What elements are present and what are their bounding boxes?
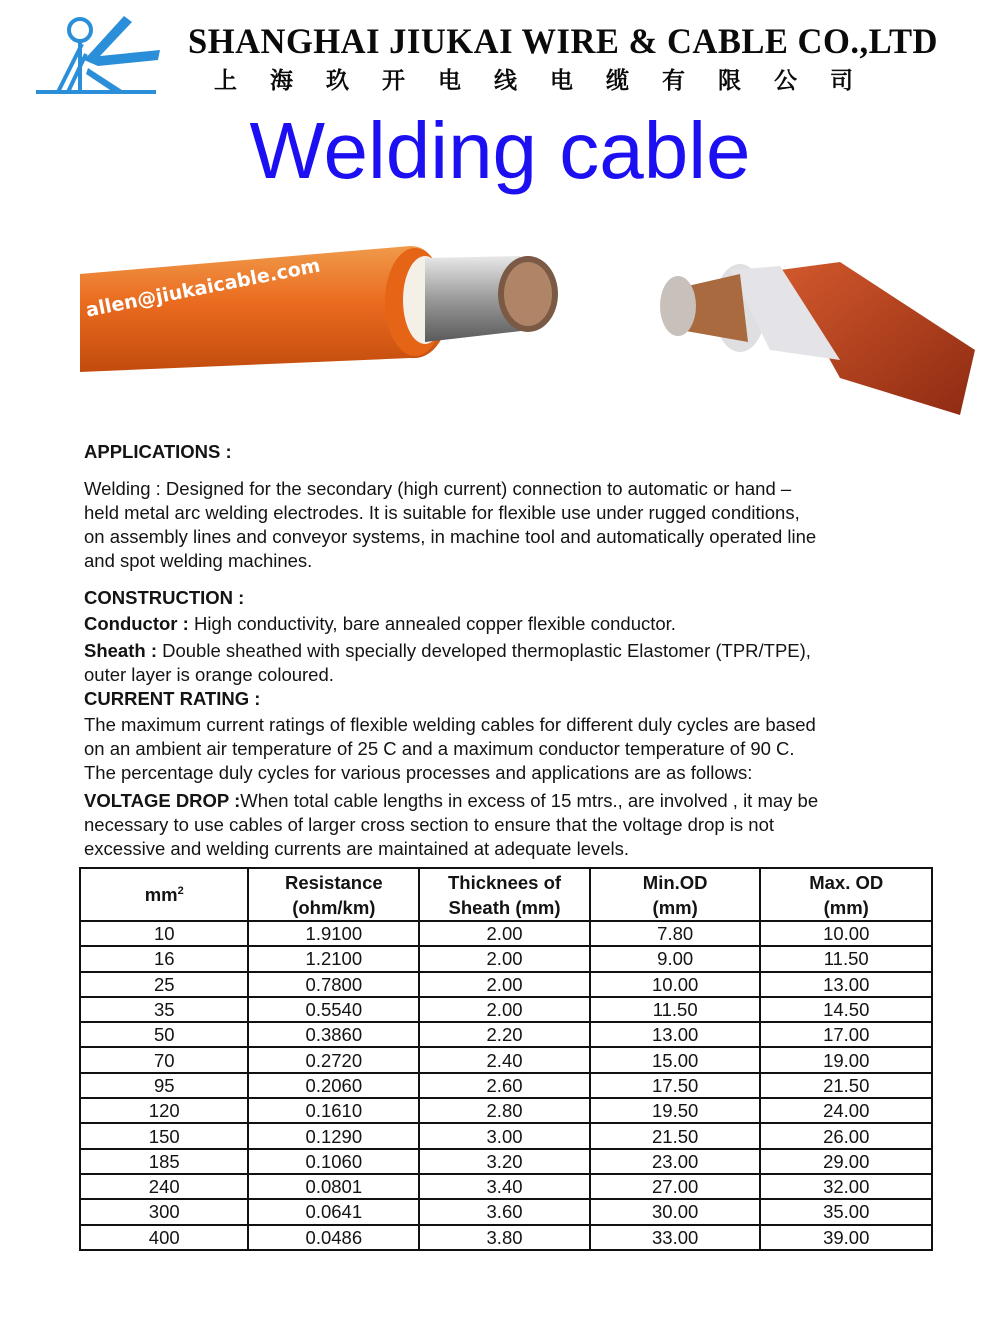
table-cell: 23.00	[590, 1149, 761, 1174]
table-cell: 120	[80, 1098, 248, 1123]
table-row	[80, 921, 932, 946]
table-cell: 0.1610	[248, 1098, 419, 1123]
table-cell: 0.0486	[248, 1225, 419, 1250]
construction-heading: CONSTRUCTION :	[84, 587, 245, 608]
table-cell: 3.60	[419, 1199, 590, 1224]
conductor-text: High conductivity, bare annealed copper flexible conductor.	[188, 613, 676, 634]
table-cell: 0.2720	[248, 1047, 419, 1072]
table-cell: 70	[80, 1047, 248, 1072]
table-cell: 24.00	[760, 1098, 932, 1123]
current-rating-line: The percentage duly cycles for various processes and applications are as follows:	[84, 762, 753, 783]
contact-email: allen@jiukaicable.com	[84, 254, 323, 322]
table-cell: 19.50	[590, 1098, 761, 1123]
table-cell: 21.50	[590, 1123, 761, 1148]
table-cell: 400	[80, 1225, 248, 1250]
current-rating-line: The maximum current ratings of flexible welding cables for different duly cycles are based	[84, 714, 816, 735]
table-cell: 0.0641	[248, 1199, 419, 1224]
construction-section	[84, 586, 944, 861]
voltage-drop-line-3: excessive and welding currents are maintained at adequate levels.	[84, 838, 630, 859]
applications-heading: APPLICATIONS :	[84, 441, 232, 462]
table-cell: 3.20	[419, 1149, 590, 1174]
sheath-text: Double sheathed with specially developed thermoplastic Elastomer (TPR/TPE),	[156, 640, 811, 661]
table-cell: 3.00	[419, 1123, 590, 1148]
table-cell: 35.00	[760, 1199, 932, 1224]
current-rating-line: on an ambient air temperature of 25 C and a maximum conductor temperature of 90 C.	[84, 738, 795, 759]
table-cell: 25	[80, 972, 248, 997]
applications-line: held metal arc welding electrodes. It is suitable for flexible use under rugged conditions,	[84, 502, 800, 523]
table-row	[80, 1073, 932, 1098]
spec-table	[79, 867, 933, 1251]
table-cell: 33.00	[590, 1225, 761, 1250]
table-cell: 1.2100	[248, 946, 419, 971]
header-sheath-thickness: Thicknees of Sheath (mm)	[419, 868, 590, 921]
table-cell: 16	[80, 946, 248, 971]
table-cell: 30.00	[590, 1199, 761, 1224]
table-cell: 19.00	[760, 1047, 932, 1072]
table-row	[80, 1098, 932, 1123]
applications-section	[84, 440, 944, 464]
table-row	[80, 997, 932, 1022]
table-cell: 27.00	[590, 1174, 761, 1199]
table-cell: 9.00	[590, 946, 761, 971]
table-cell: 17.00	[760, 1022, 932, 1047]
cable-photo	[80, 210, 980, 435]
table-cell: 3.40	[419, 1174, 590, 1199]
company-name-english: SHANGHAI JIUKAI WIRE & CABLE CO.,LTD	[188, 21, 938, 61]
table-cell: 0.7800	[248, 972, 419, 997]
table-cell: 26.00	[760, 1123, 932, 1148]
table-cell: 0.0801	[248, 1174, 419, 1199]
applications-line: Welding : Designed for the secondary (high current) connection to automatic or hand –	[84, 478, 792, 499]
header-resistance: Resistance (ohm/km)	[248, 868, 419, 921]
table-cell: 15.00	[590, 1047, 761, 1072]
table-cell: 0.1290	[248, 1123, 419, 1148]
table-header-row	[80, 868, 932, 921]
current-rating-heading: CURRENT RATING :	[84, 688, 261, 709]
table-cell: 2.00	[419, 946, 590, 971]
table-cell: 2.00	[419, 972, 590, 997]
table-cell: 0.1060	[248, 1149, 419, 1174]
table-row	[80, 946, 932, 971]
table-cell: 2.00	[419, 997, 590, 1022]
table-cell: 7.80	[590, 921, 761, 946]
table-cell: 13.00	[760, 972, 932, 997]
table-cell: 29.00	[760, 1149, 932, 1174]
table-row	[80, 1123, 932, 1148]
voltage-drop-text: When total cable lengths in excess of 15 mtrs., are involved , it may be	[240, 790, 819, 811]
table-cell: 185	[80, 1149, 248, 1174]
table-cell: 10.00	[590, 972, 761, 997]
table-cell: 1.9100	[248, 921, 419, 946]
jk-logo-icon	[28, 10, 163, 98]
table-cell: 13.00	[590, 1022, 761, 1047]
table-cell: 11.50	[590, 997, 761, 1022]
table-cell: 2.60	[419, 1073, 590, 1098]
table-cell: 2.80	[419, 1098, 590, 1123]
applications-line: on assembly lines and conveyor systems, in machine tool and automatically operated line	[84, 526, 817, 547]
table-row	[80, 972, 932, 997]
table-cell: 10.00	[760, 921, 932, 946]
conductor-line	[84, 612, 944, 636]
table-cell: 39.00	[760, 1225, 932, 1250]
sheath-line	[84, 639, 944, 663]
header-min-od: Min.OD (mm)	[590, 868, 761, 921]
table-cell: 50	[80, 1022, 248, 1047]
voltage-drop-line-2: necessary to use cables of larger cross section to ensure that the voltage drop is not	[84, 814, 775, 835]
table-row	[80, 1174, 932, 1199]
applications-body	[84, 477, 944, 573]
table-cell: 14.50	[760, 997, 932, 1022]
table-cell: 0.2060	[248, 1073, 419, 1098]
table-cell: 11.50	[760, 946, 932, 971]
table-cell: 3.80	[419, 1225, 590, 1250]
table-cell: 21.50	[760, 1073, 932, 1098]
voltage-drop-label: VOLTAGE DROP :	[84, 790, 241, 811]
page-title: Welding cable	[249, 106, 751, 195]
sheath-line-2: outer layer is orange coloured.	[84, 664, 334, 685]
table-cell: 95	[80, 1073, 248, 1098]
table-row	[80, 1022, 932, 1047]
table-cell: 0.3860	[248, 1022, 419, 1047]
applications-line: and spot welding machines.	[84, 550, 313, 571]
header-max-od: Max. OD (mm)	[760, 868, 932, 921]
sheath-label: Sheath :	[84, 640, 157, 661]
table-cell: 10	[80, 921, 248, 946]
table-row	[80, 1199, 932, 1224]
table-cell: 35	[80, 997, 248, 1022]
table-cell: 2.00	[419, 921, 590, 946]
table-cell: 2.40	[419, 1047, 590, 1072]
conductor-label: Conductor :	[84, 613, 189, 634]
voltage-drop-line	[84, 789, 944, 813]
table-row	[80, 1047, 932, 1072]
table-cell: 0.5540	[248, 997, 419, 1022]
table-cell: 150	[80, 1123, 248, 1148]
table-cell: 300	[80, 1199, 248, 1224]
header-size: $mm^2$	[80, 868, 248, 921]
company-name-chinese: 上海玖开电线电缆有限公司	[214, 68, 886, 94]
table-cell: 240	[80, 1174, 248, 1199]
table-cell: 2.20	[419, 1022, 590, 1047]
table-cell: 17.50	[590, 1073, 761, 1098]
table-cell: 32.00	[760, 1174, 932, 1199]
table-row	[80, 1149, 932, 1174]
table-row	[80, 1225, 932, 1250]
header	[0, 0, 1000, 110]
